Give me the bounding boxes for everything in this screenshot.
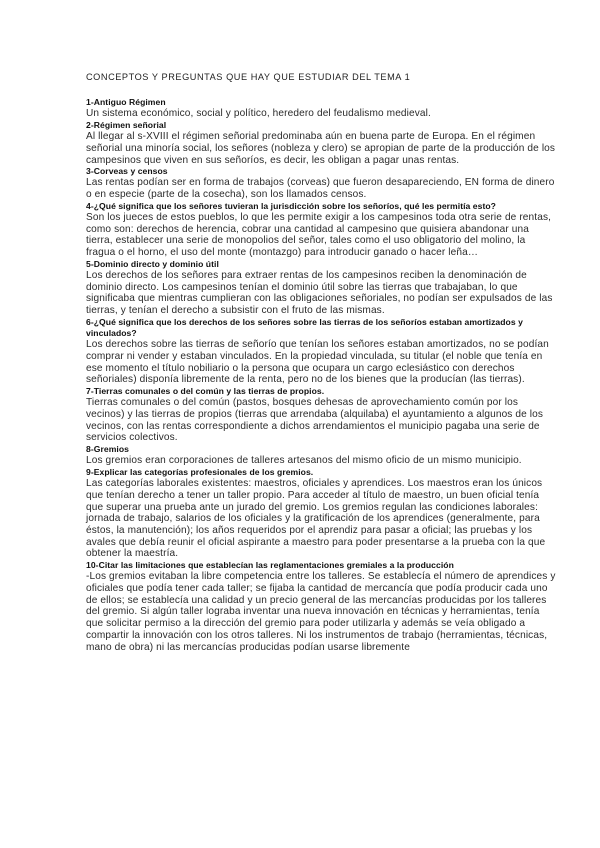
section-text: -Los gremios evitaban la libre competencia entre los talleres. Se establecía el número de aprendices y oficiales que podía tener cada taller; se fijaba la cantidad de mercancía que podía producir cada uno de ellos; se establecía una calidad y un precio general de las mercancías producidas por los talleres del gremio. Si algún taller lograba inventar una nueva innovación en técnicas y herramientas, tenía que solicitar permiso a la dirección del gremio para poder utilizarla y además se veía obligado a compartir la innovación con los otros talleres. Ni los instrumentos de trabajo (herramientas, técnicas, mano de obra) ni las mercancías producidas podían usarse libremente <box>86 571 556 653</box>
section-heading: 6-¿Qué significa que los derechos de los señores sobre las tierras de los señoríos estaban amortizados y vinculados? <box>86 316 523 339</box>
section-heading: 5-Dominio directo y dominio útil <box>86 258 219 269</box>
section-gremios <box>86 444 556 467</box>
section-dominio <box>86 259 556 317</box>
section-amortizados <box>86 317 556 386</box>
section-limitaciones <box>86 560 556 653</box>
section-heading: 2-Régimen señorial <box>86 119 167 130</box>
section-heading: 3-Corveas y censos <box>86 166 168 177</box>
document-title: CONCEPTOS Y PREGUNTAS QUE HAY QUE ESTUDIAR DEL TEMA 1 <box>86 72 411 82</box>
section-corveas-censos <box>86 166 556 201</box>
section-heading: 8-Gremios <box>86 444 129 455</box>
section-text: Un sistema económico, social y político, heredero del feudalismo medieval. <box>86 108 431 120</box>
section-text: Las rentas podían ser en forma de trabajos (corveas) que fueron desapareciendo, EN forma de dinero o en especie (parte de la cosecha), son los llamados censos. <box>86 177 555 201</box>
section-heading: 9-Explicar las categorías profesionales de los gremios. <box>86 467 314 477</box>
section-heading: 1-Antiguo Régimen <box>86 97 166 107</box>
section-text: Tierras comunales o del común (pastos, bosques dehesas de aprovechamiento común por los vecinos) y las tierras de propios (tierras que arrendaba (alquilaba) el ayuntamiento a algunos de los vecinos, con las rentas correspondiente a dichos arrendamientos el municipio pagaba una serie de servicios colectivos. <box>86 397 544 444</box>
section-heading: 7-Tierras comunales o del común y las tierras de propios. <box>86 386 325 397</box>
section-heading: 4-¿Qué significa que los señores tuvieran la jurisdicción sobre los señoríos, qué les permitía esto? <box>86 200 496 211</box>
section-text: Los derechos de los señores para extraer rentas de los campesinos reciben la denominación de dominio directo. Los campesinos tenían el dominio útil sobre las tierras que trabajaban, lo que significaba que mientras cumplieran con las obligaciones señoriales, no podían ser expulsados de las tierras, y tenían el derecho a subsistir con el fruto de las mismas. <box>86 270 553 317</box>
section-text: Son los jueces de estos pueblos, lo que les permite exigir a los campesinos toda otra serie de rentas, como son: derechos de herencia, cobrar una cantidad al campesino que quisiera abandonar una tierra, establecer una serie de monopolios del señor, tales como el uso obligatorio del molino, la fragua o el horno, el uso del monte (montazgo) para introducir ganado o hacer leña… <box>86 212 552 259</box>
section-categorias <box>86 467 556 560</box>
section-text: Las categorías laborales existentes: maestros, oficiales y aprendices. Los maestros eran los únicos que tenían derecho a tener un taller propio. Para acceder al título de maestro, un buen oficial tenía que superar una prueba ante un jurado del gremio. Los gremios regulan las condiciones laborales: jornada de trabajo, salarios de los oficiales y la gratificación de los aprendices (generalmente, para éstos, la manutención); los años requeridos por el aprendiz para pasar a oficial; las pruebas y los avales que debía reunir el oficial aspirante a maestro para poder presentarse a la prueba con la que obtener la maestría. <box>86 478 546 560</box>
section-heading: 10-Citar las limitaciones que establecían las reglamentaciones gremiales a la producción <box>86 560 454 571</box>
section-text: Los gremios eran corporaciones de talleres artesanos del mismo oficio de un mismo municipio. <box>86 455 522 467</box>
section-tierras-comunales <box>86 386 556 444</box>
section-text: Al llegar al s-XVIII el régimen señorial predominaba aún en buena parte de Europa. En el régimen señorial una minoría social, los señores (nobleza y clero) se apropian de parte de la producción de los campesinos que viven en sus señoríos, es decir, les obligan a pagar unas rentas. <box>86 131 556 166</box>
section-antiguo-regimen <box>86 97 556 120</box>
section-regimen-senorial <box>86 120 556 166</box>
section-jurisdiccion <box>86 201 556 259</box>
section-text: Los derechos sobre las tierras de señorío que tenían los señores estaban amortizados, no se podían comprar ni vender y estaban vinculados. En la propiedad vinculada, su titular (el noble que tenía en ese momento el título nobiliario o la persona que ocupara un cargo eclesiástico con derechos señoriales) disponía libremente de la renta, pero no de los bienes que la producían (las tierras). <box>86 339 549 386</box>
document-body <box>86 97 556 653</box>
